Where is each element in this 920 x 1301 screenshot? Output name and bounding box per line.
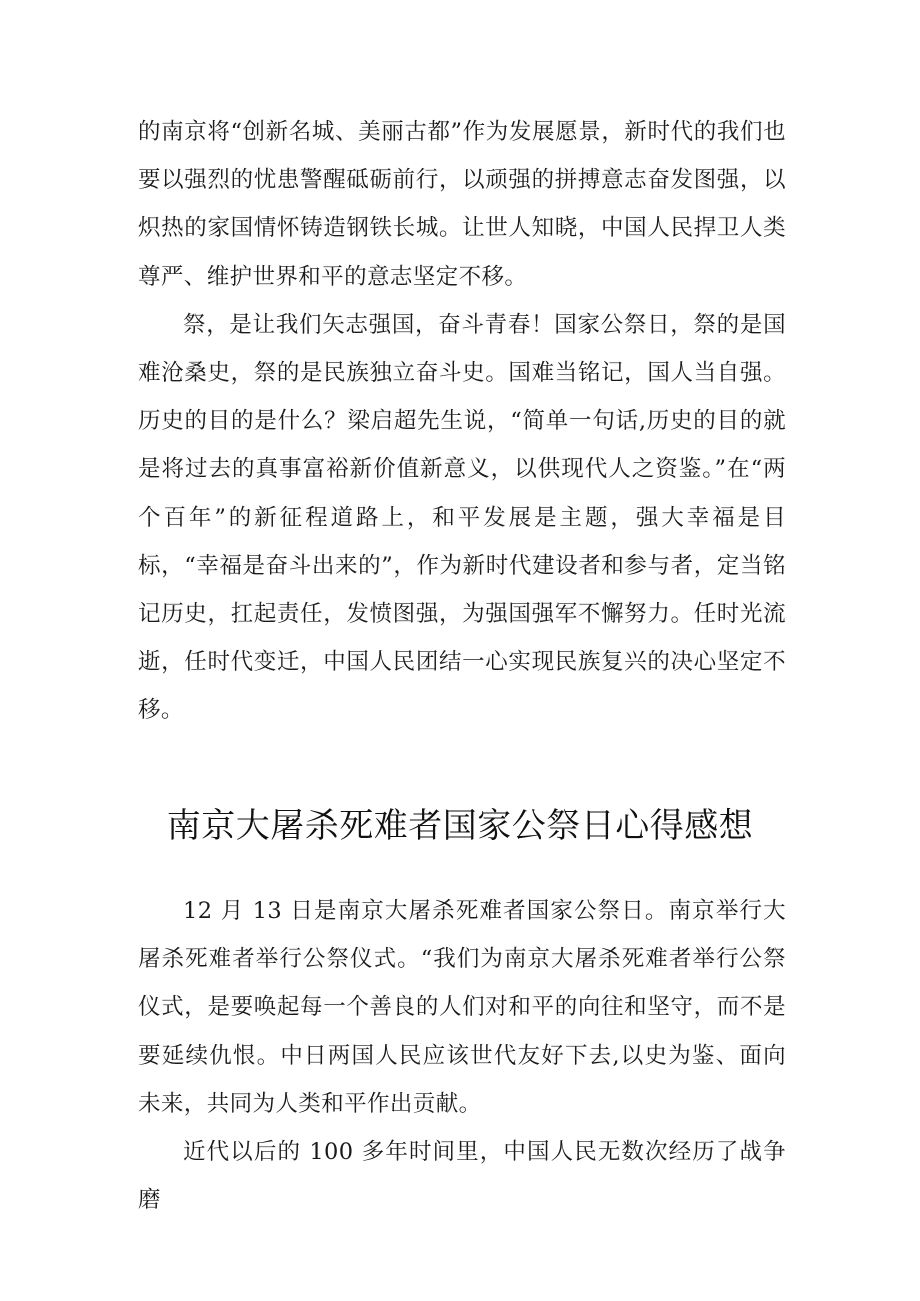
paragraph-jindai: 近代以后的 100 多年时间里，中国人民无数次经历了战争磨	[138, 1139, 786, 1214]
text-section-top	[138, 108, 786, 735]
paragraph-ji-qiangguo: 祭，是让我们矢志强国，奋斗青春！国家公祭日，祭的是国难沧桑史，祭的是民族独立奋斗史。国难当铭记，国人当自强。历史的目的是什么？梁启超先生说，“简单一句话,历史的目的就是将过去的真事富裕新价值新意义，以供现代人之资鉴。”在“两个百年”的新征程道路上，和平发展是主题，强大幸福是目标，“幸福是奋斗出来的”，作为新时代建设者和参与者，定当铭记历史，扛起责任，发愤图强，为强国强军不懈努力。任时光流逝，任时代变迁，中国人民团结一心实现民族复兴的决心坚定不移。	[138, 311, 786, 724]
section-heading: 南京大屠杀死难者国家公祭日心得感想	[166, 806, 754, 846]
paragraph-gongji-ri: 12 月 13 日是南京大屠杀死难者国家公祭日。南京举行大屠杀死难者举行公祭仪式。“我们为南京大屠杀死难者举行公祭仪式，是要唤起每一个善良的人们对和平的向往和坚守，而不是要延续仇恨。中日两国人民应该世代友好下去,以史为鉴、面向未来，共同为人类和平作出贡献。	[138, 898, 786, 1117]
text-section-bottom	[138, 887, 786, 1224]
paragraph-continuation: 的南京将“创新名城、美丽古都”作为发展愿景，新时代的我们也要以强烈的忧患警醒砥砺前行，以顽强的拼搏意志奋发图强，以炽热的家国情怀铸造钢铁长城。让世人知晓，中国人民捍卫人类尊严、维护世界和平的意志坚定不移。	[138, 119, 786, 290]
